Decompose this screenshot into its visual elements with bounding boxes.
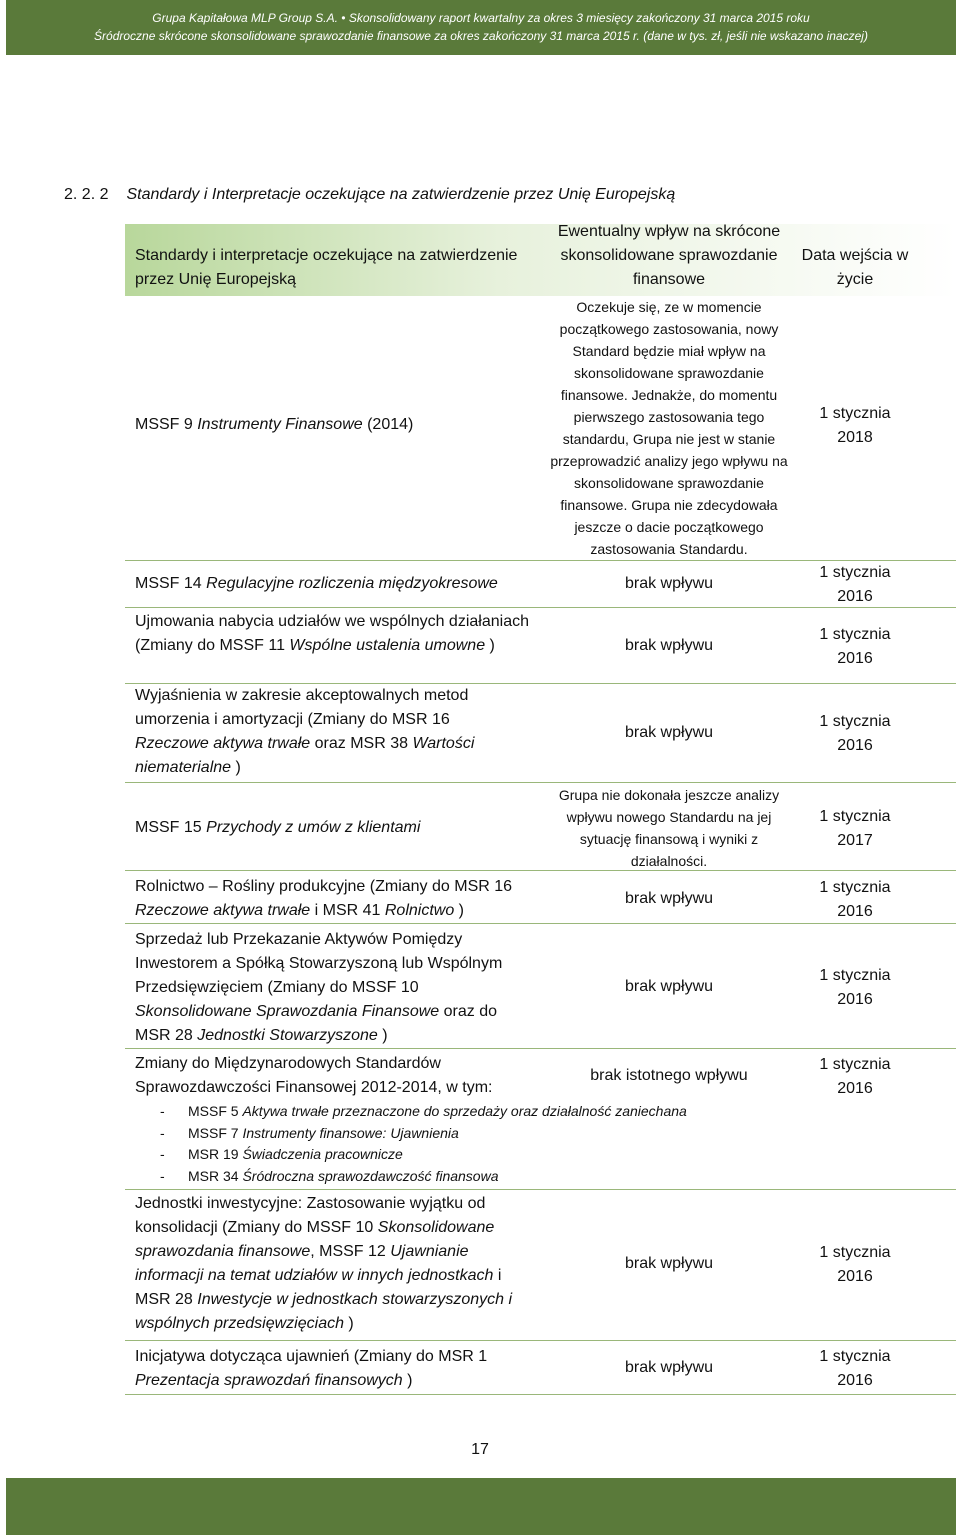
table-row-standard: Zmiany do Międzynarodowych Standardów Sprawozdawczości Finansowej 2012-2014, w tym:	[135, 1055, 493, 1096]
table-row-date: 1 stycznia 2018	[819, 405, 891, 446]
header-impact: Ewentualny wpływ na skrócone skonsolidowane sprawozdanie finansowe	[557, 223, 781, 288]
header-line-1: Grupa Kapitałowa MLP Group S.A. • Skonsolidowany raport kwartalny za okres 3 miesięcy zakończony 31 marca 2015 roku	[152, 11, 810, 25]
table-row-standard: Inicjatywa dotycząca ujawnień (Zmiany do MSR 1 Prezentacja sprawozdań finansowych )	[135, 1348, 488, 1389]
table-bottom-border	[125, 1394, 956, 1395]
amendments-sub-list	[160, 1101, 687, 1187]
row-separator	[125, 1189, 956, 1190]
row-separator	[125, 782, 956, 783]
table-row-impact: brak wpływu	[624, 724, 714, 741]
table-row-date: 1 stycznia 2016	[819, 879, 891, 920]
list-item: - MSSF 5 Aktywa trwałe przeznaczone do sprzedaży oraz działalność zaniechana	[160, 1103, 687, 1119]
table-row-impact: brak wpływu	[624, 1359, 714, 1376]
header-effective-date: Data wejścia w życie	[801, 247, 909, 288]
table-row-standard: Sprzedaż lub Przekazanie Aktywów Pomiędzy Inwestorem a Spółką Stowarzyszoną lub Wspólnym Przedsięwzięciem (Zmiany do MSSF 10 Skonsolidowane Sprawozdania Finansowe oraz do MSR 28 Jednostki Stowarzyszone )	[135, 931, 503, 1044]
table-row-impact: brak wpływu	[624, 1255, 714, 1272]
list-item: - MSSF 7 Instrumenty finansowe: Ujawnienia	[160, 1124, 459, 1141]
table-row-date: 1 stycznia 2016	[819, 1056, 891, 1097]
table-row-date: 1 stycznia 2016	[819, 564, 891, 605]
table-row-impact: brak wpływu	[624, 978, 714, 995]
table-row-impact: brak istotnego wpływu	[590, 1067, 748, 1084]
table-row-date: 1 stycznia 2016	[819, 1348, 891, 1389]
section-title: Standardy i Interpretacje oczekujące na zatwierdzenie przez Unię Europejską	[126, 186, 676, 203]
table-row-impact: brak wpływu	[624, 637, 714, 654]
document-header-band	[6, 0, 956, 55]
row-separator	[125, 923, 956, 924]
table-row-impact: brak wpływu	[624, 575, 714, 592]
table-row-standard: MSSF 15 Przychody z umów z klientami	[135, 819, 421, 836]
table-row-standard: Ujmowania nabycia udziałów we wspólnych działaniach (Zmiany do MSSF 11 Wspólne ustalenia umowne )	[135, 613, 529, 654]
header-line-2: Śródroczne skrócone skonsolidowane sprawozdanie finansowe za okres zakończony 31 marca 2015 r. (dane w tys. zł, jeśli nie wskazano inaczej)	[94, 29, 868, 43]
table-row-date: 1 stycznia 2016	[819, 713, 891, 754]
row-separator	[125, 1340, 956, 1341]
table-row-standard: MSSF 9 Instrumenty Finansowe (2014)	[135, 416, 414, 433]
page-number: 17	[471, 1441, 489, 1458]
table-row-impact: brak wpływu	[624, 890, 714, 907]
table-row-impact: Oczekuje się, ze w momencie początkowego zastosowania, nowy Standard będzie miał wpływ na skonsolidowane sprawozdanie finansowe. Jednakże, do momentu pierwszego zastosowania tego standardu, Grupa nie jest w stanie przeprowadzić analizy jego wpływu na skonsolidowane sprawozdanie finansowe. Grupa nie zdecydowała jeszcze o dacie początkowego zastosowania Standardu.	[550, 299, 788, 557]
document-footer-band	[6, 1478, 956, 1535]
section-number: 2. 2. 2	[64, 186, 109, 203]
row-separator	[125, 1048, 956, 1049]
table-row-date: 1 stycznia 2016	[819, 967, 891, 1008]
row-separator	[125, 870, 956, 871]
table-row-standard: Rolnictwo – Rośliny produkcyjne (Zmiany do MSR 16 Rzeczowe aktywa trwałe i MSR 41 Rolnictwo )	[135, 878, 513, 919]
table-row-date: 1 stycznia 2017	[819, 808, 891, 849]
table-row-standard: Wyjaśnienia w zakresie akceptowalnych metod umorzenia i amortyzacji (Zmiany do MSR 16 Rzeczowe aktywa trwałe oraz MSR 38 Wartości niematerialne )	[135, 687, 475, 776]
table-row-date: 1 stycznia 2016	[819, 1244, 891, 1285]
table-row-date: 1 stycznia 2016	[819, 626, 891, 667]
table-row-standard: MSSF 14 Regulacyjne rozliczenia międzyokresowe	[135, 575, 498, 592]
section-heading	[64, 186, 675, 204]
list-item: - MSR 34 Śródroczna sprawozdawczość finansowa	[160, 1167, 499, 1184]
table-row-impact: Grupa nie dokonała jeszcze analizy wpływu nowego Standardu na jej sytuację finansową i wyniki z działalności.	[558, 787, 780, 869]
row-separator	[125, 607, 956, 608]
list-item: - MSR 19 Świadczenia pracownicze	[160, 1146, 403, 1162]
table-row-standard: Jednostki inwestycyjne: Zastosowanie wyjątku od konsolidacji (Zmiany do MSSF 10 Skonsolidowane sprawozdania finansowe, MSSF 12 Ujawnianie informacji na temat udziałów w innych jednostkach i MSR 28 Inwestycje w jednostkach stowarzyszonych i wspólnych przedsięwzięciach )	[135, 1195, 513, 1332]
header-standards: Standardy i interpretacje oczekujące na zatwierdzenie przez Unię Europejską	[135, 247, 518, 288]
